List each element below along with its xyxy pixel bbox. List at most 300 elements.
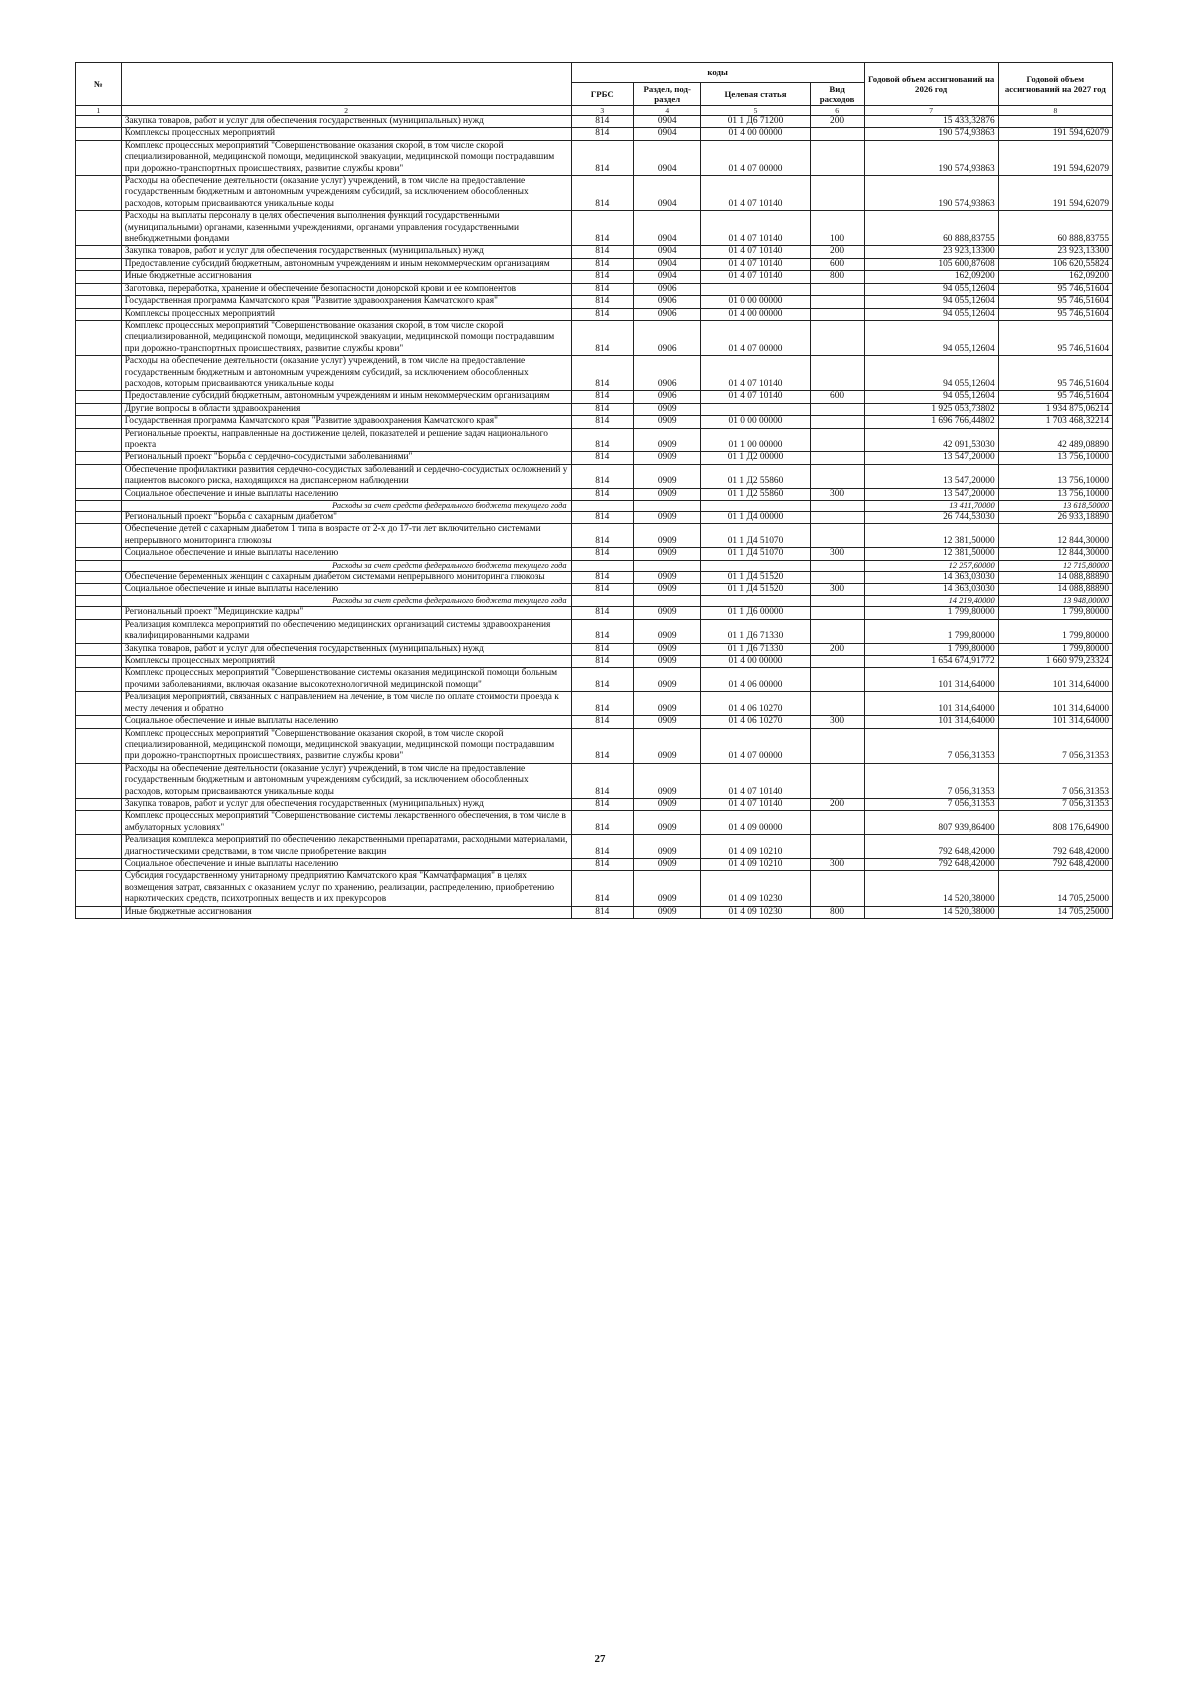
expense-type-code <box>810 140 864 175</box>
item-name: Расходы на обеспечение деятельности (оказание услуг) учреждений, в том числе на предоставление государственным бюджетным и автономным учреждениям субсидий, за исключением обособленных расходов, которым присваиваются уникальные коды <box>121 356 571 391</box>
amount-2027: 14 705,25000 <box>998 906 1112 918</box>
amount-2026: 13 547,20000 <box>864 488 998 500</box>
section-code: 0909 <box>633 512 701 524</box>
target-article-code: 01 4 09 10230 <box>701 871 810 906</box>
grbs-code <box>571 560 633 571</box>
row-number-cell <box>76 296 122 308</box>
row-number-cell <box>76 308 122 320</box>
table-row <box>76 716 1113 728</box>
item-name: Социальное обеспечение и иные выплаты населению <box>121 584 571 596</box>
amount-2027 <box>998 116 1112 128</box>
amount-2026: 162,09200 <box>864 271 998 283</box>
table-row <box>76 906 1113 918</box>
expense-type-code <box>810 763 864 798</box>
row-number-cell <box>76 560 122 571</box>
item-name: Государственная программа Камчатского края "Развитие здравоохранения Камчатского края" <box>121 296 571 308</box>
header-codes: коды <box>571 63 864 83</box>
table-row <box>76 488 1113 500</box>
grbs-code: 814 <box>571 140 633 175</box>
item-name: Расходы на выплаты персоналу в целях обеспечения выполнения функций государственными (муниципальными) органами, казенными учреждениями, органами управления государственными внебюджетными фондами <box>121 211 571 246</box>
page-number: 27 <box>594 1653 606 1665</box>
amount-2026: 14 363,03030 <box>864 584 998 596</box>
grbs-code <box>571 596 633 607</box>
expense-type-code: 300 <box>810 716 864 728</box>
grbs-code: 814 <box>571 524 633 548</box>
table-row <box>76 403 1113 415</box>
item-name: Реализация комплекса мероприятий по обеспечению медицинских организаций системы здравоохранения квалифицированными кадрами <box>121 619 571 643</box>
row-number-cell <box>76 391 122 403</box>
item-name: Реализация комплекса мероприятий по обеспечению лекарственными препаратами, расходными материалами, диагностическими средствами, в том числе приобретение вакцин <box>121 835 571 859</box>
header-num: № <box>76 63 122 106</box>
amount-2027: 792 648,42000 <box>998 835 1112 859</box>
expense-type-code <box>810 176 864 211</box>
target-article-code: 01 4 06 10270 <box>701 692 810 716</box>
row-number-cell <box>76 596 122 607</box>
expense-type-code <box>810 416 864 428</box>
expense-type-code: 300 <box>810 488 864 500</box>
section-code: 0909 <box>633 619 701 643</box>
target-article-code: 01 4 07 10140 <box>701 211 810 246</box>
amount-2027: 808 176,64900 <box>998 811 1112 835</box>
section-code: 0906 <box>633 308 701 320</box>
target-article-code: 01 1 Д4 51520 <box>701 584 810 596</box>
amount-2027: 13 618,50000 <box>998 501 1112 512</box>
amount-2027: 191 594,62079 <box>998 176 1112 211</box>
expense-type-code <box>810 835 864 859</box>
section-code: 0909 <box>633 668 701 692</box>
amount-2027: 95 746,51604 <box>998 391 1112 403</box>
grbs-code: 814 <box>571 176 633 211</box>
item-name: Государственная программа Камчатского края "Развитие здравоохранения Камчатского края" <box>121 416 571 428</box>
row-number-cell <box>76 176 122 211</box>
table-row <box>76 512 1113 524</box>
grbs-code: 814 <box>571 607 633 619</box>
table-row <box>76 211 1113 246</box>
amount-2027: 7 056,31353 <box>998 728 1112 763</box>
column-index: 2 <box>121 106 571 116</box>
expense-type-code: 200 <box>810 246 864 258</box>
amount-2027: 7 056,31353 <box>998 798 1112 810</box>
grbs-code: 814 <box>571 416 633 428</box>
table-row <box>76 607 1113 619</box>
amount-2027: 60 888,83755 <box>998 211 1112 246</box>
grbs-code: 814 <box>571 271 633 283</box>
section-code: 0906 <box>633 391 701 403</box>
table-body <box>76 116 1113 919</box>
target-article-code: 01 1 Д4 51070 <box>701 548 810 560</box>
row-number-cell <box>76 619 122 643</box>
amount-2027: 13 948,00000 <box>998 596 1112 607</box>
row-number-cell <box>76 211 122 246</box>
item-name: Закупка товаров, работ и услуг для обеспечения государственных (муниципальных) нужд <box>121 246 571 258</box>
grbs-code: 814 <box>571 656 633 668</box>
header-year-2027: Годовой объем ассигнований на 2027 год <box>998 63 1112 106</box>
item-name: Комплексы процессных мероприятий <box>121 128 571 140</box>
amount-2026: 7 056,31353 <box>864 728 998 763</box>
table-row <box>76 296 1113 308</box>
amount-2026: 13 547,20000 <box>864 464 998 488</box>
section-code: 0909 <box>633 716 701 728</box>
expense-type-code <box>810 524 864 548</box>
target-article-code: 01 1 Д2 00000 <box>701 452 810 464</box>
federal-budget-subrow <box>76 596 1113 607</box>
item-name: Реализация мероприятий, связанных с направлением на лечение, в том числе по оплате стоимости проезда к месту лечения и обратно <box>121 692 571 716</box>
expense-type-code <box>810 308 864 320</box>
expense-type-code: 800 <box>810 271 864 283</box>
amount-2026: 15 433,32876 <box>864 116 998 128</box>
row-number-cell <box>76 283 122 295</box>
table-row <box>76 584 1113 596</box>
row-number-cell <box>76 668 122 692</box>
section-code: 0909 <box>633 488 701 500</box>
section-code: 0904 <box>633 211 701 246</box>
item-name: Закупка товаров, работ и услуг для обеспечения государственных (муниципальных) нужд <box>121 798 571 810</box>
table-row <box>76 320 1113 355</box>
section-code: 0909 <box>633 464 701 488</box>
table-row <box>76 428 1113 452</box>
amount-2027: 1 799,80000 <box>998 607 1112 619</box>
grbs-code: 814 <box>571 716 633 728</box>
grbs-code: 814 <box>571 258 633 270</box>
item-name: Социальное обеспечение и иные выплаты населению <box>121 858 571 870</box>
row-number-cell <box>76 692 122 716</box>
expense-type-code <box>810 320 864 355</box>
item-name: Комплекс процессных мероприятий "Совершенствование оказания скорой, в том числе скорой специализированной, медицинской помощи, медицинской эвакуации, медицинской помощи пострадавшим при дорожно-транспортных происшествиях, развитие службы крови" <box>121 140 571 175</box>
item-name: Расходы за счет средств федерального бюджета текущего года <box>121 596 571 607</box>
amount-2026: 190 574,93863 <box>864 140 998 175</box>
target-article-code: 01 4 06 00000 <box>701 668 810 692</box>
expense-type-code <box>810 619 864 643</box>
table-row <box>76 835 1113 859</box>
target-article-code: 01 4 07 10140 <box>701 246 810 258</box>
section-code <box>633 501 701 512</box>
row-number-cell <box>76 488 122 500</box>
amount-2027: 1 703 468,32214 <box>998 416 1112 428</box>
table-row <box>76 811 1113 835</box>
table-row <box>76 116 1113 128</box>
row-number-cell <box>76 464 122 488</box>
amount-2026: 7 056,31353 <box>864 763 998 798</box>
target-article-code <box>701 501 810 512</box>
grbs-code: 814 <box>571 356 633 391</box>
row-number-cell <box>76 246 122 258</box>
expense-type-code: 300 <box>810 548 864 560</box>
section-code: 0909 <box>633 906 701 918</box>
target-article-code: 01 1 Д2 55860 <box>701 464 810 488</box>
amount-2027: 95 746,51604 <box>998 308 1112 320</box>
section-code: 0906 <box>633 296 701 308</box>
amount-2026: 190 574,93863 <box>864 128 998 140</box>
target-article-code: 01 4 09 10230 <box>701 906 810 918</box>
amount-2027: 13 756,10000 <box>998 464 1112 488</box>
section-code: 0909 <box>633 835 701 859</box>
section-code: 0909 <box>633 584 701 596</box>
table-row <box>76 692 1113 716</box>
row-number-cell <box>76 643 122 655</box>
grbs-code: 814 <box>571 296 633 308</box>
amount-2026: 14 520,38000 <box>864 871 998 906</box>
expense-type-code: 800 <box>810 906 864 918</box>
item-name: Заготовка, переработка, хранение и обеспечение безопасности донорской крови и ее компонентов <box>121 283 571 295</box>
amount-2027: 95 746,51604 <box>998 320 1112 355</box>
amount-2026: 792 648,42000 <box>864 858 998 870</box>
row-number-cell <box>76 835 122 859</box>
grbs-code: 814 <box>571 643 633 655</box>
grbs-code: 814 <box>571 320 633 355</box>
target-article-code: 01 1 Д4 51070 <box>701 524 810 548</box>
amount-2027: 101 314,64000 <box>998 692 1112 716</box>
amount-2027: 1 799,80000 <box>998 643 1112 655</box>
header-grbs: ГРБС <box>571 83 633 106</box>
amount-2027: 14 705,25000 <box>998 871 1112 906</box>
item-name: Иные бюджетные ассигнования <box>121 271 571 283</box>
amount-2026: 14 219,40000 <box>864 596 998 607</box>
amount-2026: 13 411,70000 <box>864 501 998 512</box>
grbs-code: 814 <box>571 464 633 488</box>
expense-type-code: 300 <box>810 584 864 596</box>
expense-type-code <box>810 356 864 391</box>
column-index: 6 <box>810 106 864 116</box>
row-number-cell <box>76 728 122 763</box>
expense-type-code: 200 <box>810 643 864 655</box>
row-number-cell <box>76 607 122 619</box>
expense-type-code <box>810 283 864 295</box>
item-name: Другие вопросы в области здравоохранения <box>121 403 571 415</box>
header-year-2026: Годовой объем ассигнований на 2026 год <box>864 63 998 106</box>
amount-2027: 101 314,64000 <box>998 716 1112 728</box>
expense-type-code <box>810 692 864 716</box>
amount-2026: 42 091,53030 <box>864 428 998 452</box>
target-article-code: 01 4 07 10140 <box>701 356 810 391</box>
item-name: Закупка товаров, работ и услуг для обеспечения государственных (муниципальных) нужд <box>121 643 571 655</box>
grbs-code: 814 <box>571 763 633 798</box>
row-number-cell <box>76 906 122 918</box>
amount-2027: 12 715,80000 <box>998 560 1112 571</box>
expense-type-code <box>810 512 864 524</box>
table-row <box>76 798 1113 810</box>
section-code <box>633 560 701 571</box>
amount-2026: 94 055,12604 <box>864 320 998 355</box>
header-target-article: Целевая статья <box>701 83 810 106</box>
item-name: Комплекс процессных мероприятий "Совершенствование оказания скорой, в том числе скорой специализированной, медицинской помощи, медицинской эвакуации, медицинской помощи пострадавшим при дорожно-транспортных происшествиях, развитие службы крови" <box>121 728 571 763</box>
section-code: 0906 <box>633 320 701 355</box>
amount-2027: 1 934 875,06214 <box>998 403 1112 415</box>
amount-2027: 792 648,42000 <box>998 858 1112 870</box>
amount-2026: 1 654 674,91772 <box>864 656 998 668</box>
target-article-code <box>701 560 810 571</box>
grbs-code: 814 <box>571 858 633 870</box>
section-code: 0909 <box>633 416 701 428</box>
expense-type-code <box>810 452 864 464</box>
amount-2026: 807 939,86400 <box>864 811 998 835</box>
grbs-code: 814 <box>571 283 633 295</box>
amount-2027: 26 933,18890 <box>998 512 1112 524</box>
section-code: 0909 <box>633 571 701 583</box>
section-code: 0904 <box>633 176 701 211</box>
target-article-code: 01 4 07 10140 <box>701 391 810 403</box>
section-code: 0909 <box>633 403 701 415</box>
expense-type-code <box>810 668 864 692</box>
row-number-cell <box>76 356 122 391</box>
table-row <box>76 668 1113 692</box>
amount-2027: 13 756,10000 <box>998 488 1112 500</box>
target-article-code: 01 4 09 00000 <box>701 811 810 835</box>
grbs-code: 814 <box>571 211 633 246</box>
row-number-cell <box>76 416 122 428</box>
amount-2027: 106 620,55824 <box>998 258 1112 270</box>
target-article-code: 01 4 09 10210 <box>701 835 810 859</box>
grbs-code: 814 <box>571 584 633 596</box>
table-row <box>76 391 1113 403</box>
amount-2026: 105 600,87608 <box>864 258 998 270</box>
table-row <box>76 258 1113 270</box>
section-code: 0909 <box>633 871 701 906</box>
amount-2027: 101 314,64000 <box>998 668 1112 692</box>
amount-2026: 14 520,38000 <box>864 906 998 918</box>
row-number-cell <box>76 271 122 283</box>
row-number-cell <box>76 871 122 906</box>
target-article-code: 01 4 00 00000 <box>701 308 810 320</box>
header-name <box>121 63 571 106</box>
target-article-code: 01 0 00 00000 <box>701 416 810 428</box>
grbs-code: 814 <box>571 308 633 320</box>
item-name: Социальное обеспечение и иные выплаты населению <box>121 488 571 500</box>
section-code: 0909 <box>633 428 701 452</box>
expense-type-code: 600 <box>810 391 864 403</box>
amount-2026: 101 314,64000 <box>864 668 998 692</box>
amount-2027: 14 088,88890 <box>998 584 1112 596</box>
target-article-code: 01 0 00 00000 <box>701 296 810 308</box>
expense-type-code <box>810 607 864 619</box>
target-article-code: 01 4 00 00000 <box>701 128 810 140</box>
target-article-code: 01 4 07 00000 <box>701 728 810 763</box>
row-number-cell <box>76 116 122 128</box>
section-code <box>633 596 701 607</box>
section-code: 0909 <box>633 692 701 716</box>
table-row <box>76 858 1113 870</box>
item-name: Иные бюджетные ассигнования <box>121 906 571 918</box>
column-index: 7 <box>864 106 998 116</box>
amount-2026: 13 547,20000 <box>864 452 998 464</box>
budget-table-page <box>75 62 1113 919</box>
target-article-code: 01 4 07 00000 <box>701 320 810 355</box>
row-number-cell <box>76 452 122 464</box>
table-row <box>76 140 1113 175</box>
table-row <box>76 763 1113 798</box>
grbs-code: 814 <box>571 548 633 560</box>
item-name: Комплекс процессных мероприятий "Совершенствование системы лекарственного обеспечения, в том числе в амбулаторных условиях" <box>121 811 571 835</box>
expense-type-code <box>810 464 864 488</box>
row-number-cell <box>76 656 122 668</box>
expense-type-code <box>810 296 864 308</box>
item-name: Комплексы процессных мероприятий <box>121 656 571 668</box>
column-index: 1 <box>76 106 122 116</box>
target-article-code: 01 4 07 10140 <box>701 763 810 798</box>
target-article-code <box>701 596 810 607</box>
amount-2026: 1 799,80000 <box>864 607 998 619</box>
grbs-code <box>571 501 633 512</box>
target-article-code: 01 1 Д2 55860 <box>701 488 810 500</box>
amount-2026: 94 055,12604 <box>864 356 998 391</box>
table-row <box>76 464 1113 488</box>
item-name: Комплекс процессных мероприятий "Совершенствование оказания скорой, в том числе скорой специализированной, медицинской помощи, медицинской эвакуации, медицинской помощи пострадавшим при дорожно-транспортных происшествиях, развитие службы крови" <box>121 320 571 355</box>
row-number-cell <box>76 584 122 596</box>
amount-2027: 13 756,10000 <box>998 452 1112 464</box>
section-code: 0904 <box>633 271 701 283</box>
row-number-cell <box>76 716 122 728</box>
target-article-code: 01 1 00 00000 <box>701 428 810 452</box>
amount-2026: 7 056,31353 <box>864 798 998 810</box>
header-expense-type: Вид расходов <box>810 83 864 106</box>
amount-2027: 95 746,51604 <box>998 283 1112 295</box>
target-article-code: 01 4 07 00000 <box>701 140 810 175</box>
target-article-code: 01 4 07 10140 <box>701 258 810 270</box>
amount-2027: 95 746,51604 <box>998 356 1112 391</box>
table-row <box>76 416 1113 428</box>
grbs-code: 814 <box>571 488 633 500</box>
table-row <box>76 871 1113 906</box>
section-code: 0909 <box>633 524 701 548</box>
expense-type-code <box>810 811 864 835</box>
target-article-code: 01 4 00 00000 <box>701 656 810 668</box>
grbs-code: 814 <box>571 835 633 859</box>
target-article-code: 01 1 Д6 71200 <box>701 116 810 128</box>
amount-2027: 7 056,31353 <box>998 763 1112 798</box>
target-article-code: 01 4 07 10140 <box>701 271 810 283</box>
grbs-code: 814 <box>571 692 633 716</box>
grbs-code: 814 <box>571 512 633 524</box>
item-name: Субсидия государственному унитарному предприятию Камчатского края "Камчатфармация" в целях возмещения затрат, связанных с оказанием услуг по хранению, реализации, распределению, приобретению наркотических средств, психотропных веществ и их прекурсоров <box>121 871 571 906</box>
federal-budget-subrow <box>76 560 1113 571</box>
expense-type-code: 300 <box>810 858 864 870</box>
amount-2026: 190 574,93863 <box>864 176 998 211</box>
target-article-code: 01 1 Д6 71330 <box>701 643 810 655</box>
row-number-cell <box>76 428 122 452</box>
expense-type-code <box>810 728 864 763</box>
grbs-code: 814 <box>571 452 633 464</box>
item-name: Расходы за счет средств федерального бюджета текущего года <box>121 501 571 512</box>
item-name: Региональный проект "Медицинские кадры" <box>121 607 571 619</box>
section-code: 0909 <box>633 858 701 870</box>
item-name: Обеспечение детей с сахарным диабетом 1 типа в возрасте от 2-х до 17-ти лет включительно системами непрерывного мониторинга глюкозы <box>121 524 571 548</box>
item-name: Расходы за счет средств федерального бюджета текущего года <box>121 560 571 571</box>
amount-2026: 12 381,50000 <box>864 548 998 560</box>
row-number-cell <box>76 512 122 524</box>
amount-2027: 12 844,30000 <box>998 524 1112 548</box>
item-name: Социальное обеспечение и иные выплаты населению <box>121 716 571 728</box>
item-name: Региональный проект "Борьба с сердечно-сосудистыми заболеваниями" <box>121 452 571 464</box>
item-name: Закупка товаров, работ и услуг для обеспечения государственных (муниципальных) нужд <box>121 116 571 128</box>
item-name: Расходы на обеспечение деятельности (оказание услуг) учреждений, в том числе на предоставление государственным бюджетным и автономным учреждениям субсидий, за исключением обособленных расходов, которым присваиваются уникальные коды <box>121 176 571 211</box>
expense-type-code <box>810 571 864 583</box>
table-row <box>76 728 1113 763</box>
item-name: Комплексы процессных мероприятий <box>121 308 571 320</box>
grbs-code: 814 <box>571 428 633 452</box>
table-row <box>76 619 1113 643</box>
amount-2027: 1 799,80000 <box>998 619 1112 643</box>
grbs-code: 814 <box>571 246 633 258</box>
target-article-code: 01 1 Д6 71330 <box>701 619 810 643</box>
table-row <box>76 176 1113 211</box>
section-code: 0904 <box>633 246 701 258</box>
row-number-cell <box>76 258 122 270</box>
table-row <box>76 246 1113 258</box>
table-row <box>76 308 1113 320</box>
expense-type-code: 200 <box>810 116 864 128</box>
amount-2026: 101 314,64000 <box>864 716 998 728</box>
section-code: 0904 <box>633 116 701 128</box>
section-code: 0904 <box>633 128 701 140</box>
